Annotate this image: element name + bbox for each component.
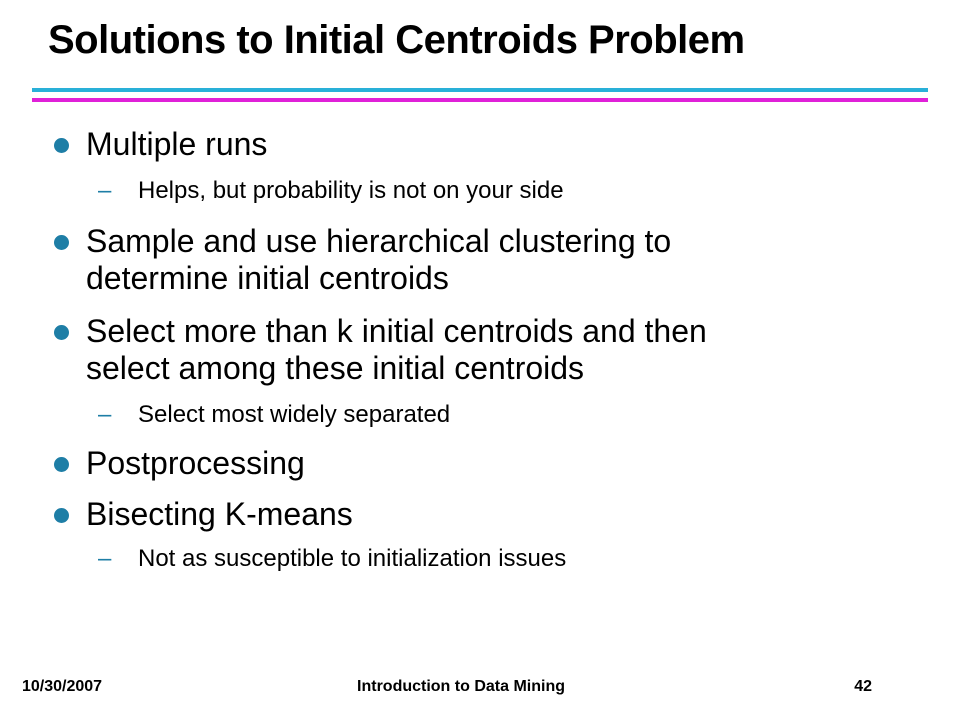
bullet-text: Postprocessing <box>86 445 305 481</box>
title-rule-cyan <box>32 88 928 92</box>
bullet-item <box>86 494 906 534</box>
footer-course: Introduction to Data Mining <box>357 678 565 695</box>
bullet-item <box>86 221 906 261</box>
dash-icon: – <box>98 401 112 428</box>
bullet-item <box>86 311 906 351</box>
bullet-text: Sample and use hierarchical clustering to <box>86 223 672 259</box>
footer-date: 10/30/2007 <box>22 678 103 695</box>
title-rule-magenta <box>32 98 928 102</box>
footer-page-number: 42 <box>854 678 872 695</box>
bullet-continuation <box>86 348 906 388</box>
bullet-text: select among these initial centroids <box>86 350 585 386</box>
sub-bullet-text: Select most widely separated <box>138 401 451 428</box>
bullet-text: Select more than k initial centroids and then <box>86 313 707 349</box>
circle-bullet-icon <box>54 138 69 153</box>
bullet-text: Multiple runs <box>86 126 268 162</box>
bullet-continuation <box>86 258 906 298</box>
sub-bullet-item <box>98 176 898 206</box>
sub-bullet-text: Helps, but probability is not on your side <box>138 177 564 204</box>
bullet-text: determine initial centroids <box>86 260 449 296</box>
circle-bullet-icon <box>54 457 69 472</box>
slide-title: Solutions to Initial Centroids Problem <box>48 18 745 62</box>
dash-icon: – <box>98 545 112 572</box>
circle-bullet-icon <box>54 508 69 523</box>
bullet-item <box>86 443 906 483</box>
sub-bullet-item <box>98 400 898 430</box>
circle-bullet-icon <box>54 235 69 250</box>
sub-bullet-item <box>98 544 898 574</box>
dash-icon: – <box>98 177 112 204</box>
bullet-text: Bisecting K-means <box>86 496 353 532</box>
circle-bullet-icon <box>54 325 69 340</box>
sub-bullet-text: Not as susceptible to initialization issues <box>138 545 567 572</box>
bullet-item <box>86 124 906 164</box>
